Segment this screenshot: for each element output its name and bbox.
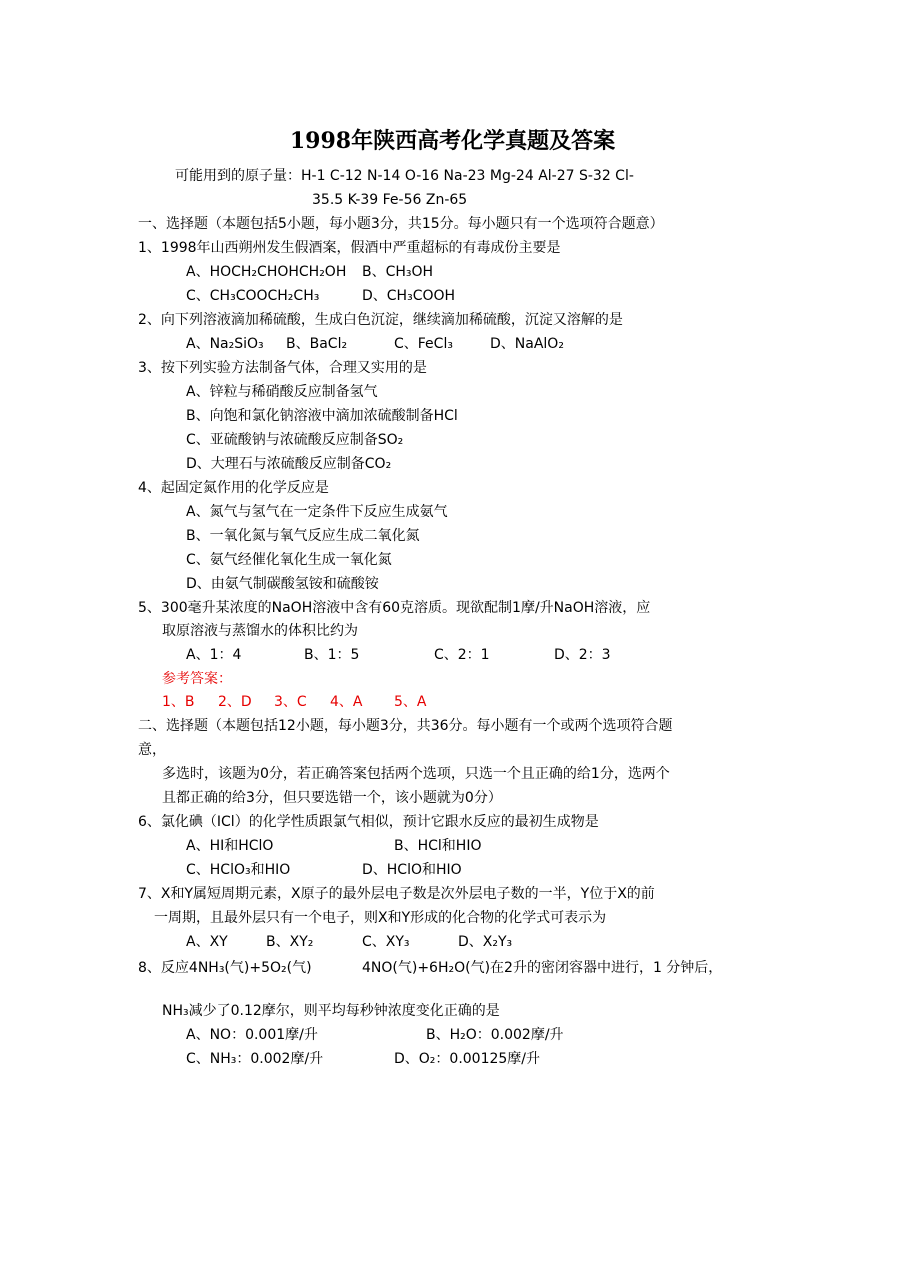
section2-note-line-1: 多选时，该题为0分，若正确答案包括两个选项，只选一个且正确的给1分，选两个 xyxy=(162,766,670,782)
q6-option-a: A、HI和HClO xyxy=(186,838,274,854)
atomic-masses-line-1: 可能用到的原子量：H-1 C-12 N-14 O-16 Na-23 Mg-24 Al-27 S-32 Cl- xyxy=(175,168,634,184)
q5-option-b: B、1：5 xyxy=(304,647,360,663)
q8-option-c: C、NH₃：0.002摩/升 xyxy=(186,1051,324,1067)
q1-option-b: B、CH₃OH xyxy=(362,264,434,280)
q8-option-d: D、O₂：0.00125摩/升 xyxy=(394,1051,541,1067)
q7-options-row xyxy=(186,932,786,952)
q2-options-row xyxy=(186,334,786,354)
q8-options-row-1 xyxy=(186,1025,786,1045)
q1-option-a: A、HOCH₂CHOHCH₂OH xyxy=(186,264,347,280)
q3-option-c: C、亚硫酸钠与浓硫酸反应制备SO₂ xyxy=(186,432,404,448)
q2-option-d: D、NaAlO₂ xyxy=(490,336,564,352)
answer-2: 2、D xyxy=(218,694,252,710)
q5-option-c: C、2：1 xyxy=(434,647,490,663)
q6-options-row-2 xyxy=(186,860,786,880)
answer-4: 4、A xyxy=(330,694,363,710)
q7-option-c: C、XY₃ xyxy=(362,934,410,950)
q1-options-row-2 xyxy=(186,286,786,306)
q8-equation-products: 4NO(气)+6H₂O(气)在2升的密闭容器中进行，1 分钟后， xyxy=(362,960,723,976)
answer-list xyxy=(162,692,562,712)
q3-stem: 3、按下列实验方法制备气体，合理又实用的是 xyxy=(138,360,427,376)
q3-option-a: A、锌粒与稀硝酸反应制备氢气 xyxy=(186,384,378,400)
q5-stem-line-2: 取原溶液与蒸馏水的体积比约为 xyxy=(162,623,358,639)
q6-stem: 6、氯化碘（ICl）的化学性质跟氯气相似，预计它跟水反应的最初生成物是 xyxy=(138,814,599,830)
answer-1: 1、B xyxy=(162,694,195,710)
q8-options-row-2 xyxy=(186,1049,786,1069)
q3-option-b: B、向饱和氯化钠溶液中滴加浓硫酸制备HCl xyxy=(186,408,458,424)
q4-stem: 4、起固定氮作用的化学反应是 xyxy=(138,480,329,496)
section2-header-line-1: 二、选择题（本题包括12小题，每小题3分，共36分。每小题有一个或两个选项符合题 xyxy=(138,718,673,734)
q8-stem-line-1 xyxy=(138,958,778,978)
q4-option-d: D、由氨气制碳酸氢铵和硫酸铵 xyxy=(186,576,379,592)
q4-option-a: A、氮气与氢气在一定条件下反应生成氨气 xyxy=(186,504,448,520)
q2-option-c: C、FeCl₃ xyxy=(394,336,453,352)
section2-header-line-2: 意， xyxy=(138,742,166,758)
answer-5: 5、A xyxy=(394,694,427,710)
q4-option-b: B、一氧化氮与氧气反应生成二氧化氮 xyxy=(186,528,420,544)
q6-option-c: C、HClO₃和HIO xyxy=(186,862,291,878)
page-title: 1998年陕西高考化学真题及答案 xyxy=(289,128,616,154)
q6-option-d: D、HClO和HIO xyxy=(362,862,462,878)
q6-options-row-1 xyxy=(186,836,786,856)
q7-option-b: B、XY₂ xyxy=(266,934,314,950)
q7-option-d: D、X₂Y₃ xyxy=(458,934,513,950)
answer-3: 3、C xyxy=(274,694,307,710)
q7-stem-line-2: 一周期，且最外层只有一个电子，则X和Y形成的化合物的化学式可表示为 xyxy=(154,910,607,926)
q5-option-d: D、2：3 xyxy=(554,647,611,663)
q1-option-c: C、CH₃COOCH₂CH₃ xyxy=(186,288,320,304)
q5-option-a: A、1：4 xyxy=(186,647,242,663)
q2-stem: 2、向下列溶液滴加稀硫酸，生成白色沉淀，继续滴加稀硫酸，沉淀又溶解的是 xyxy=(138,312,623,328)
section1-header: 一、选择题（本题包括5小题，每小题3分，共15分。每小题只有一个选项符合题意） xyxy=(138,216,664,232)
atomic-masses-line-2: 35.5 K-39 Fe-56 Zn-65 xyxy=(312,192,468,208)
q7-stem-line-1: 7、X和Y属短周期元素，X原子的最外层电子数是次外层电子数的一半，Y位于X的前 xyxy=(138,886,655,902)
section2-note-line-2: 且都正确的给3分，但只要选错一个，该小题就为0分） xyxy=(162,790,502,806)
q5-options-row xyxy=(186,645,786,665)
q2-option-a: A、Na₂SiO₃ xyxy=(186,336,264,352)
q7-option-a: A、XY xyxy=(186,934,228,950)
q1-options-row-1 xyxy=(186,262,786,282)
q2-option-b: B、BaCl₂ xyxy=(286,336,348,352)
q1-option-d: D、CH₃COOH xyxy=(362,288,456,304)
q5-stem-line-1: 5、300毫升某浓度的NaOH溶液中含有60克溶质。现欲配制1摩/升NaOH溶液，应 xyxy=(138,600,651,616)
q8-option-a: A、NO：0.001摩/升 xyxy=(186,1027,318,1043)
q1-stem: 1、1998年山西朔州发生假酒案，假酒中严重超标的有毒成份主要是 xyxy=(138,240,561,256)
q4-option-c: C、氨气经催化氧化生成一氧化氮 xyxy=(186,552,392,568)
q3-option-d: D、大理石与浓硫酸反应制备CO₂ xyxy=(186,456,392,472)
q8-option-b: B、H₂O：0.002摩/升 xyxy=(426,1027,564,1043)
q6-option-b: B、HCl和HIO xyxy=(394,838,482,854)
answer-label: 参考答案： xyxy=(162,671,232,687)
q8-equation-reactants: 8、反应4NH₃(气)+5O₂(气) xyxy=(138,960,312,976)
q8-stem-line-2: NH₃减少了0.12摩尔，则平均每秒钟浓度变化正确的是 xyxy=(162,1003,500,1019)
